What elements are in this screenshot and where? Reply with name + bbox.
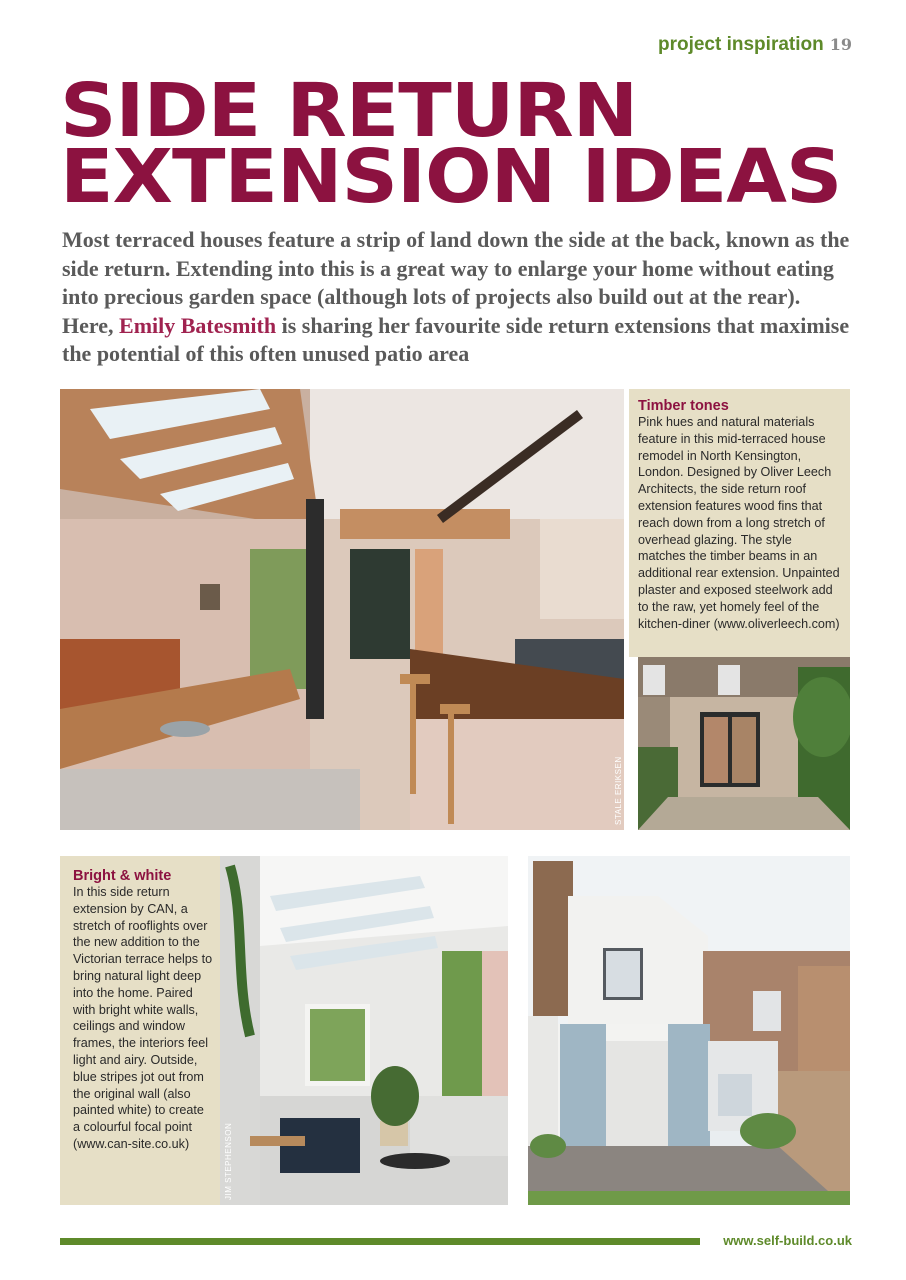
headline-line-1: SIDE RETURN	[60, 68, 638, 154]
caption-timber-tones	[629, 389, 850, 657]
blue-stripe-exterior-illustration	[528, 856, 850, 1205]
brick-exterior-illustration	[638, 657, 850, 830]
kitchen-photo	[60, 389, 624, 830]
caption-body: In this side return extension by CAN, a stretch of rooflights over the new addition to the Victorian terrace helps to bring natural light deep into the home. Paired with bright white walls, ceilings and window frames, the interiors feel light and airy. Outside, blue stripes jot out from the original wall (also painted white) to create a colourful focal point (www.can-site.co.uk)	[73, 885, 213, 1151]
caption-title: Timber tones	[638, 398, 729, 414]
footer-bar	[60, 1238, 700, 1245]
white-interior-photo	[220, 856, 508, 1205]
caption-body: Pink hues and natural materials feature in this mid-terraced house remodel in North Kensington, London. Designed by Oliver Leech Architects, the side return roof extension features wood fins that reach down from a long stretch of overhead glazing. The style matches the timber beams in an additional rear extension. Unpainted plaster and exposed steelwork add to the raw, yet homely feel of the kitchen-diner (www.oliverleech.com)	[638, 415, 840, 631]
intro-text-end: is sharing her favourite side return extensions that maximise the potential of this often unused patio area	[62, 312, 850, 367]
headline-line-2: EXTENSION IDEAS	[60, 134, 842, 220]
exterior-photo-blue-stripes	[528, 856, 850, 1205]
white-interior-illustration	[220, 856, 508, 1205]
caption-bright-white	[60, 856, 220, 1205]
exterior-photo-brick	[638, 657, 850, 830]
kitchen-illustration	[60, 389, 624, 830]
footer-url[interactable]: www.self-build.co.uk	[723, 1233, 852, 1248]
photo-credit-2: JIM STEPHENSON	[224, 1122, 233, 1200]
caption-title: Bright & white	[73, 868, 172, 884]
section-label: project inspiration	[657, 34, 824, 55]
intro-paragraph	[62, 226, 852, 369]
page-header	[658, 34, 852, 56]
page-number: 19	[829, 35, 852, 54]
headline	[60, 68, 860, 220]
author-name: Emily Batesmith	[119, 312, 277, 338]
intro-text-start: Most terraced houses feature a strip of land down the side at the back, known as the side return. Extending into this is a great way to enlarge your home without eating into precious garden space (although lots of projects also build out at the rear). Here,	[62, 227, 850, 338]
photo-credit-1: STALE ERIKSEN	[614, 756, 623, 825]
